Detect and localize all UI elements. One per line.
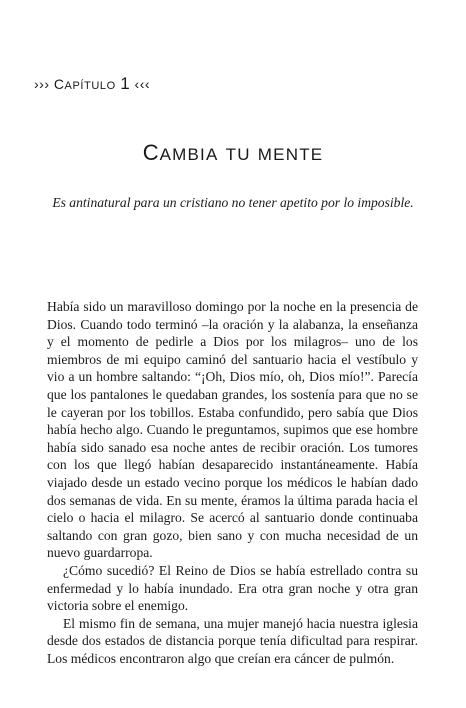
chapter-number: 1 bbox=[120, 74, 131, 93]
body-text bbox=[47, 298, 418, 667]
chapter-word-rest: APÍTULO bbox=[64, 80, 116, 92]
chapter-word-initial: C bbox=[53, 76, 65, 92]
epigraph: Es antinatural para un cristiano no tener apetito por lo imposible. bbox=[52, 195, 414, 210]
title-word-1-initial: C bbox=[142, 140, 160, 165]
chapter-label bbox=[34, 74, 150, 94]
chapter-title bbox=[0, 140, 466, 166]
paragraph-3: El mismo fin de semana, una mujer manejó hacia nuestra iglesia desde dos estados de distancia porque tenía dificultad para respirar. Los médicos encontraron algo que creían era cáncer de pulmón. bbox=[47, 615, 418, 666]
title-word-1-rest: AMBIA bbox=[159, 145, 219, 164]
chapter-prefix: ››› bbox=[34, 76, 54, 92]
paragraph-2: ¿Cómo sucedió? El Reino de Dios se había estrellado contra su enfermedad y lo había inundado. Era otra gran noche y otra gran victoria sobre el enemigo. bbox=[47, 562, 418, 614]
title-word-3-rest: ENTE bbox=[273, 145, 324, 164]
chapter-suffix: ‹‹‹ bbox=[130, 76, 151, 92]
paragraph-1: Había sido un maravilloso domingo por la noche en la presencia de Dios. Cuando todo terminó –la oración y la alabanza, la enseñanza y el momento de pedirle a Dios por los milagros– uno de los miembros de mi equipo caminó del santuario hacia el vestíbulo y vio a un hombre saltando: “¡Oh, Dios mío, oh, Dios mío!”. Parecía que los pantalones le quedaban grandes, los sostenía para que no se le cayeran por los tobillos. Estaba confundido, pero sabía que Dios había hecho algo. Cuando le preguntamos, supimos que ese hombre había sido sanado esa noche antes de recibir oración. Los tumores con los que llegó habían desaparecido instantáneamente. Había viajado desde un estado vecino porque los médicos le habían dado dos semanas de vida. En su mente, éramos la última parada hacia el cielo o hacia el milagro. Se acercó al santuario donde continuaba saltando con gran gozo, bien sano y con mucha necesidad de un nuevo guardarropa. bbox=[47, 299, 418, 561]
title-word-2: TU bbox=[225, 145, 251, 164]
title-word-3-initial: M bbox=[257, 145, 274, 164]
